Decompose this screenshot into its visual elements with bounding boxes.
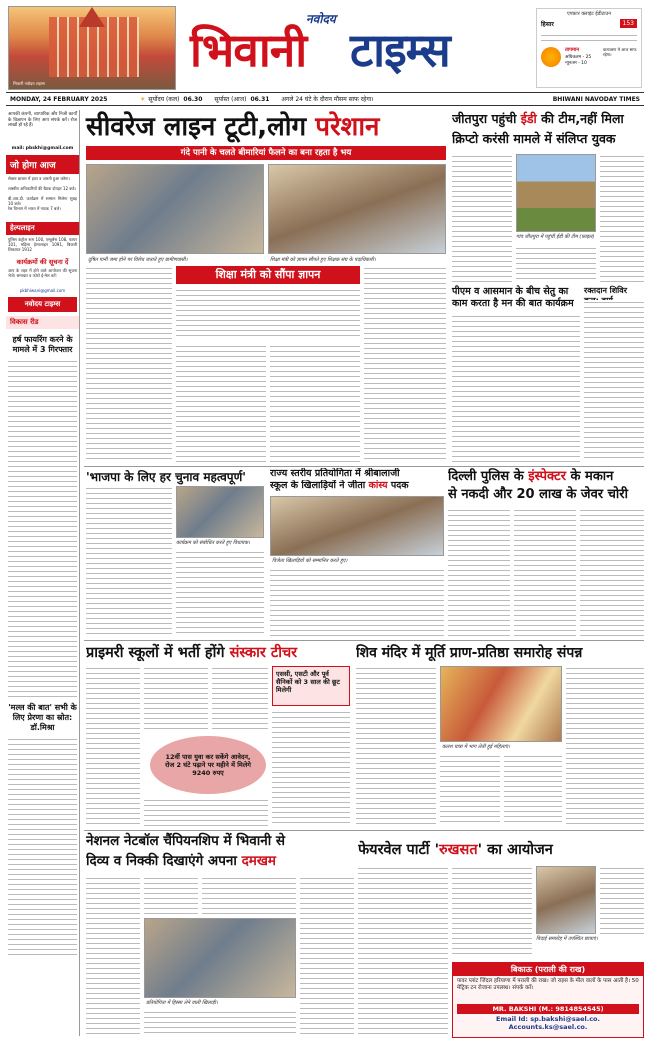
delhi-body-col1 [448, 508, 510, 636]
classified-name: MR. BAKSHI (M.: 9814854545) [457, 1004, 639, 1014]
shiv-photo [440, 666, 562, 742]
netball-body-col4 [202, 876, 296, 914]
ed-headline-1c: की टीम,नहीं मिला [536, 111, 624, 126]
farewell-headline [358, 840, 644, 860]
sunset-time: 06.31 [250, 95, 270, 103]
edition-number: 153 [620, 19, 637, 28]
netball-body-col5 [300, 876, 354, 1036]
pm-body [452, 314, 580, 462]
school-body [270, 568, 444, 636]
lead-body-col3 [270, 344, 360, 462]
masthead-temple-image [8, 6, 176, 90]
sunrise-icon: ☀ [140, 95, 146, 103]
netball-body-col1 [86, 876, 140, 1036]
ed-headline-2: क्रिप्टो करंसी मामले में संलिप्त युवक [452, 131, 616, 146]
primary-body-col3 [144, 798, 268, 826]
primary-highlight: 12वीं पास युवा कर सकेंगे आवेदन, रोज 2 घंटे पढ़ाने पर महीने में मिलेगे 9240 रुपए [150, 736, 266, 794]
primary-sub-box: एससी, एसटी और पूर्व सैनिकों को 3 साल की छूट मिलेगी [272, 666, 350, 706]
delhi-headline-1 [448, 468, 644, 485]
today-item: सेक्टर बाजार में हाटा व आरती हुआ करेगा। [8, 176, 70, 181]
sidebar-section-title: विकास रीड [6, 316, 79, 329]
dateline-bar [6, 92, 644, 106]
shiv-body-col1 [356, 666, 436, 826]
farewell-photo [536, 866, 596, 934]
masthead-small-title: नवोदय [306, 12, 336, 26]
promo-email: mail: pbskhi@gmail.com [11, 146, 74, 151]
today-title: जो होगा आज [6, 155, 79, 174]
pm-title: पीएम व आसमान के बीच सेतु का काम करता है मन की बात कार्यक्रम [452, 286, 574, 309]
netball-caption: प्रतियोगिता में हिस्सा लेने वाली खिलाड़ी। [146, 1000, 218, 1006]
sun-icon [541, 47, 561, 67]
weather-min: न्यूनतम - 10 [565, 61, 587, 66]
info-email: pkbhiwani@gmail.com [19, 288, 66, 293]
sidebar-logo: नवोदय टाइम्स [8, 297, 77, 312]
weather-tagline: अगले 24 घंटे के दौरान मौसम साफ रहेगा। [281, 96, 374, 103]
story1-body [8, 359, 77, 699]
school-headline-b [270, 480, 444, 492]
helpline-title: हेल्पलाइन [6, 222, 79, 235]
lead-caption-2: शिक्षा मंत्री को ज्ञापन सौंपते हुए शिक्षक संघ के पदाधिकारी। [270, 257, 376, 263]
today-list [6, 174, 79, 218]
edition-box [536, 8, 642, 88]
farewell-headline-b: रुखसत [439, 842, 478, 858]
primary-headline [86, 643, 386, 663]
ed-headline-1b: ईडी [520, 111, 537, 126]
publication-name: BHIWANI NAVODAY TIMES [552, 95, 640, 103]
shiv-caption: कलश यात्रा में भाग लेती हुई महिलाएं। [442, 744, 510, 750]
shiv-body-col2 [440, 754, 500, 826]
netball-headline-1: नेशनल नेटबॉल चैंपियनशिप में भिवानी से [86, 833, 286, 849]
delhi-headline-1a: दिल्ली पुलिस के [448, 469, 529, 484]
netball-body-col2 [144, 876, 198, 914]
farewell-body-col1 [358, 866, 448, 1036]
farewell-body-col3 [600, 866, 644, 934]
lead-body-col1 [86, 266, 172, 462]
lead-headline-b: परेशान [315, 112, 380, 142]
promo-text: आपकी कंपनी, व्यापारिक और निजी कार्यों के विज्ञापन के लिए आप संपर्क करें। रोज लाखों हो रहे हैं। [8, 112, 77, 128]
classified-email-1: Email Id: sp.bakshi@sael.co. [496, 1015, 600, 1023]
edition-lines [541, 33, 637, 43]
memo-title: शिक्षा मंत्री को सौंपा ज्ञापन [176, 266, 360, 284]
lead-headline [86, 110, 446, 144]
masthead-title-right: टाइम्स [350, 23, 450, 77]
primary-headline-a: प्राइमरी स्कूलों में भर्ती होंगे [86, 645, 230, 661]
delhi-body-col2 [514, 508, 576, 636]
lead-body-col2 [176, 344, 266, 462]
ed-body-col3 [600, 154, 644, 282]
shiv-body-col3 [504, 754, 562, 826]
info-text: आप के शहर में होने वाले आयोजन की सूचना भेजें। समाचार व फोटो ई-मेल करें: [8, 268, 77, 279]
weather-title: तापमान [565, 47, 580, 53]
ed-body-col1 [452, 154, 512, 282]
ed-photo [516, 154, 596, 232]
school-photo [270, 496, 444, 556]
ed-headline-1a: जीतपुरा पहुंची [452, 111, 521, 126]
netball-headline-2b: दमखम [241, 853, 276, 869]
info-title: कार्यक्रमों की सूचना दें [16, 258, 69, 266]
story1-title: हर्ष फायरिंग करने के मामले में 3 गिरफ्तार [12, 335, 73, 354]
primary-body-col5 [272, 710, 350, 826]
helpline-text: पुलिस कंट्रोल रूम 100, एम्बुलेंस 108, फायर 101, महिला हेल्पलाइन 1091, बिजली शिकायत 1912 [8, 237, 77, 253]
primary-body-col2 [144, 666, 208, 730]
edition-city: हिसार [541, 20, 554, 28]
shiv-headline: शिव मंदिर में मूर्ति प्राण-प्रतिष्ठा समारोह संपन्न [356, 645, 583, 661]
classified-box [452, 962, 644, 1038]
bjp-photo [176, 486, 264, 538]
ed-caption: गांव जीतपुरा में पहुंची ईडी की टीम (फ़ाइल) [516, 234, 595, 240]
today-item: बी.आर.डी. कार्यक्रम में सम्मान मिलेगा सुबह 10 बजे। [8, 196, 77, 206]
classified-body: पावर प्लांट जिंदल हरियाणा में पराली की राख। जो राइस के मील वालों के पास आती है। 50 मेट्रिक टन रोजाना उपलब्ध। संपर्क करें। [457, 978, 639, 991]
sunrise-label: सूर्योदय (कल) [148, 96, 180, 103]
bjp-body-col1 [86, 486, 172, 636]
story2-body [8, 737, 77, 957]
farewell-caption: विदाई समारोह में उपस्थित छात्राएं। [536, 936, 598, 942]
delhi-headline-1b: इंस्पेक्टर [528, 469, 567, 484]
today-item: रेल विभाग में भारत में नाटक 7 बजे। [8, 206, 61, 211]
lead-caption-1: दूषित पानी जमा होने पर विरोध जताते हुए ग्रामीणवासी। [88, 257, 188, 263]
ed-body-col2 [516, 246, 596, 282]
bjp-headline: 'भाजपा के लिए हर चुनाव महत्वपूर्ण' [86, 470, 246, 484]
school-caption: विजेता खिलाड़ियों को सम्मानित करते हुए। [272, 558, 348, 564]
delhi-body-col3 [580, 508, 644, 636]
bjp-caption: कार्यक्रम को संबोधित करते हुए विधायक। [176, 540, 250, 546]
school-headline-b3: पदक [387, 480, 409, 491]
netball-headline-2 [86, 852, 354, 870]
weather-max: अधिकतम - 25 [565, 55, 592, 60]
school-headline-b1: स्कूल के खिलाड़ियों ने जीता [270, 480, 369, 491]
date-text: MONDAY, 24 FEBRUARY 2025 [10, 95, 108, 103]
netball-headline-2a: दिव्य व निक्की दिखाएंगे अपना [86, 853, 242, 869]
memo-body [176, 288, 360, 340]
school-headline-b2: कांस्य [368, 480, 388, 491]
shiv-body-col4 [566, 666, 644, 826]
primary-body-col1 [86, 666, 140, 826]
lead-photo-2 [268, 164, 446, 254]
bjp-body-col2 [176, 550, 264, 636]
lead-subhead: गंदे पानी के चलते बीमारियां फैलने का बना रहता है भय [86, 146, 446, 160]
epaper-label: एपफ़ार क्लाइंट ईडीटाउन [566, 11, 612, 17]
netball-body-col3 [144, 1010, 296, 1036]
delhi-headline-1c: के मकान [566, 469, 614, 484]
blood-title: रक्तदान शिविर [584, 286, 627, 295]
primary-headline-b: संस्कार टीचर [229, 645, 298, 661]
farewell-headline-c: ' का आयोजन [477, 842, 553, 858]
lead-photo-1 [86, 164, 264, 254]
netball-photo [144, 918, 296, 998]
story2-title: 'मल्ल की बात' सभी के लिए प्रेरणा का स्रोत: डॉ.मिश्रा [8, 703, 77, 732]
primary-body-col4 [212, 666, 268, 732]
lead-body-col4 [364, 266, 446, 462]
sunrise-time: 06.30 [183, 95, 203, 103]
farewell-body-col2 [452, 866, 532, 958]
classified-title: बिकाऊ (पराली की राख) [453, 963, 643, 976]
blood-body [584, 300, 644, 462]
masthead-image-caption: भिवानी नवोदय टाइम्स [13, 81, 45, 86]
lead-headline-a: सीवरेज लाइन टूटी,लोग [86, 112, 316, 142]
classified-email-2: Accounts.ks@sael.co. [508, 1023, 588, 1031]
sunset-label: सूर्यास्त (आज) [214, 96, 247, 103]
left-sidebar [6, 110, 80, 1036]
ed-headline-1 [452, 110, 644, 128]
masthead-title-left: भिवानी [190, 23, 307, 77]
delhi-headline-2: से नकदी और 20 लाख के जेवर चोरी [448, 487, 628, 502]
weather-note: वातावरण मे आज साफ रहेगा। [603, 47, 637, 57]
today-item: शास्त्रीय अधिकारियों की बैठक दोपहर 12 बजे। [8, 186, 77, 191]
farewell-headline-a: फेयरवेल पार्टी ' [358, 842, 440, 858]
school-headline-a: राज्य स्तरीय प्रतियोगिता में श्रीबालाजी [270, 468, 400, 479]
